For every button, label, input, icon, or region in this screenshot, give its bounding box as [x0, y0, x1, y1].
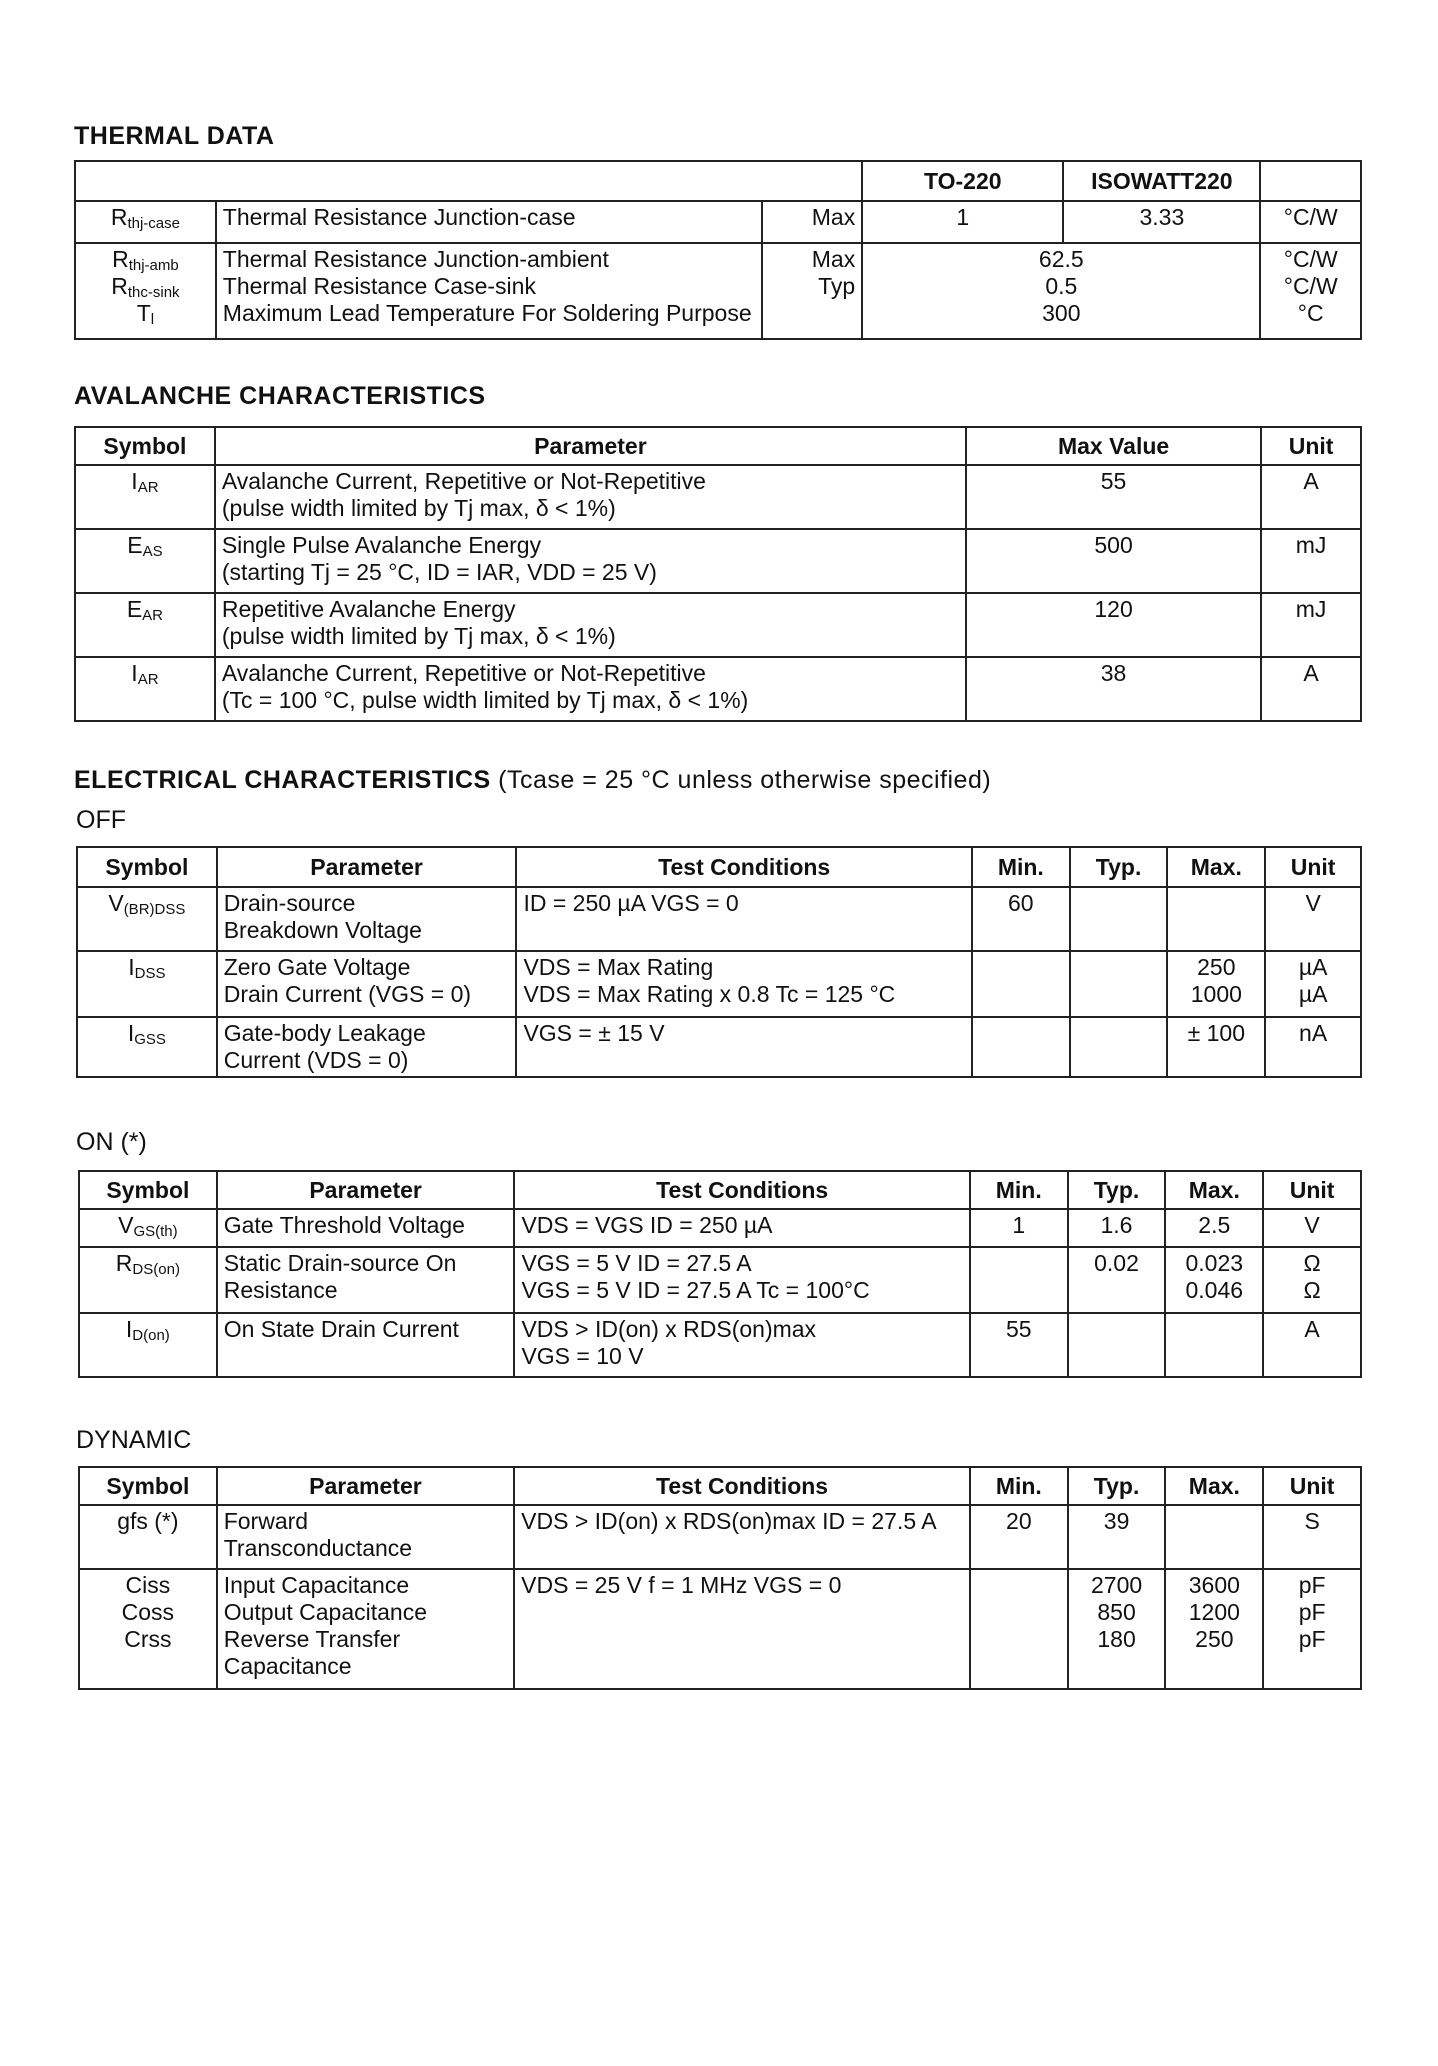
on-unit: Ω Ω [1263, 1247, 1361, 1313]
dynamic-header-test: Test Conditions [514, 1467, 970, 1505]
units-thermal-group: °C/W °C/W °C [1260, 243, 1361, 339]
avalanche-param: Single Pulse Avalanche Energy (starting Tj = 25 °C, ID = IAR, VDD = 25 V) [215, 529, 966, 593]
avalanche-value: 120 [966, 593, 1261, 657]
off-param: Gate-body Leakage Current (VDS = 0) [217, 1017, 517, 1077]
dynamic-header-symbol: Symbol [79, 1467, 217, 1505]
on-typ: 0.02 [1068, 1247, 1166, 1313]
on-symbol: $R_{DS(on)}$ [79, 1247, 217, 1313]
dynamic-param: Forward Transconductance [217, 1505, 514, 1569]
avalanche-header-parameter: Parameter [215, 427, 966, 465]
off-symbol: $V_{(BR)DSS}$ [77, 887, 217, 951]
avalanche-unit: A [1261, 657, 1361, 721]
avalanche-value: 500 [966, 529, 1261, 593]
params-thermal-group: Thermal Resistance Junction-ambient Thermal Resistance Case-sink Maximum Lead Temperature For Soldering Purpose [216, 243, 762, 339]
off-symbol: $I_{DSS}$ [77, 951, 217, 1017]
off-header-max: Max. [1167, 847, 1265, 887]
on-min [970, 1247, 1068, 1313]
dynamic-title: DYNAMIC [76, 1426, 192, 1454]
off-title: OFF [76, 806, 126, 834]
on-param: Static Drain-source On Resistance [217, 1247, 515, 1313]
value-iso-rthj-case: 3.33 [1063, 201, 1260, 243]
avalanche-param: Avalanche Current, Repetitive or Not-Repetitive (Tc = 100 °C, pulse width limited by Tj max, δ < 1%) [215, 657, 966, 721]
dynamic-param: Input Capacitance Output Capacitance Reverse Transfer Capacitance [217, 1569, 514, 1689]
off-test: ID = 250 µA VGS = 0 [516, 887, 972, 951]
dynamic-typ: 39 [1068, 1505, 1166, 1569]
off-header-typ: Typ. [1070, 847, 1168, 887]
on-unit: V [1263, 1209, 1361, 1247]
on-header-test: Test Conditions [514, 1171, 969, 1209]
on-param: On State Drain Current [217, 1313, 515, 1377]
on-unit: A [1263, 1313, 1361, 1377]
off-unit: nA [1265, 1017, 1361, 1077]
avalanche-unit: A [1261, 465, 1361, 529]
unit-rthj-case: °C/W [1260, 201, 1361, 243]
on-header-typ: Typ. [1068, 1171, 1166, 1209]
off-test: VGS = ± 15 V [516, 1017, 972, 1077]
dynamic-typ: 2700 850 180 [1068, 1569, 1166, 1689]
value-to220-rthj-case: 1 [862, 201, 1063, 243]
dynamic-symbol: gfs (*) [79, 1505, 217, 1569]
on-header-unit: Unit [1263, 1171, 1361, 1209]
on-header-max: Max. [1165, 1171, 1263, 1209]
off-param: Drain-source Breakdown Voltage [217, 887, 517, 951]
electrical-title: ELECTRICAL CHARACTERISTICS (Tcase = 25 °C unless otherwise specified) [74, 766, 992, 794]
on-title: ON (*) [76, 1128, 147, 1156]
avalanche-unit: mJ [1261, 593, 1361, 657]
on-symbol: $I_{D(on)}$ [79, 1313, 217, 1377]
on-table [78, 1170, 1362, 1378]
off-param: Zero Gate Voltage Drain Current (VGS = 0) [217, 951, 517, 1017]
off-header-parameter: Parameter [217, 847, 517, 887]
dynamic-table [78, 1466, 1362, 1690]
on-test: VDS = VGS ID = 250 µA [514, 1209, 969, 1247]
on-min: 1 [970, 1209, 1068, 1247]
off-header-symbol: Symbol [77, 847, 217, 887]
dynamic-unit: pF pF pF [1263, 1569, 1361, 1689]
param-rthj-case: Thermal Resistance Junction-case [216, 201, 762, 243]
dynamic-header-typ: Typ. [1068, 1467, 1166, 1505]
thermal-header-isowatt: ISOWATT220 [1063, 161, 1260, 201]
dynamic-min: 20 [970, 1505, 1068, 1569]
off-test: VDS = Max Rating VDS = Max Rating x 0.8 Tc = 125 °C [516, 951, 972, 1017]
off-max: 250 1000 [1167, 951, 1265, 1017]
on-max [1165, 1313, 1263, 1377]
avalanche-symbol: $I_{AR}$ [75, 465, 215, 529]
thermal-title: THERMAL DATA [74, 122, 275, 150]
values-thermal-group: 62.5 0.5 300 [862, 243, 1260, 339]
thermal-table [74, 160, 1362, 340]
dynamic-test: VDS = 25 V f = 1 MHz VGS = 0 [514, 1569, 970, 1689]
thermal-header-to220: TO-220 [862, 161, 1063, 201]
on-header-parameter: Parameter [217, 1171, 515, 1209]
dynamic-max [1165, 1505, 1263, 1569]
avalanche-symbol: $E_{AS}$ [75, 529, 215, 593]
off-header-test: Test Conditions [516, 847, 972, 887]
dynamic-min [970, 1569, 1068, 1689]
cond-rthj-case: Max [762, 201, 863, 243]
avalanche-header-max: Max Value [966, 427, 1261, 465]
off-typ [1070, 951, 1168, 1017]
off-max: ± 100 [1167, 1017, 1265, 1077]
off-symbol: $I_{GSS}$ [77, 1017, 217, 1077]
off-typ [1070, 887, 1168, 951]
off-min [972, 1017, 1070, 1077]
on-header-min: Min. [970, 1171, 1068, 1209]
off-unit: V [1265, 887, 1361, 951]
avalanche-title: AVALANCHE CHARACTERISTICS [74, 382, 486, 410]
electrical-note: (Tcase = 25 °C unless otherwise specified) [498, 766, 992, 794]
off-max [1167, 887, 1265, 951]
off-typ [1070, 1017, 1168, 1077]
symbol-rthj-case: $R_{thj-case}$ [75, 201, 216, 243]
off-unit: µA µA [1265, 951, 1361, 1017]
off-header-unit: Unit [1265, 847, 1361, 887]
on-min: 55 [970, 1313, 1068, 1377]
avalanche-unit: mJ [1261, 529, 1361, 593]
avalanche-table [74, 426, 1362, 722]
avalanche-symbol: $I_{AR}$ [75, 657, 215, 721]
avalanche-header-symbol: Symbol [75, 427, 215, 465]
on-max: 0.023 0.046 [1165, 1247, 1263, 1313]
avalanche-symbol: $E_{AR}$ [75, 593, 215, 657]
avalanche-param: Repetitive Avalanche Energy (pulse width limited by Tj max, δ < 1%) [215, 593, 966, 657]
dynamic-header-min: Min. [970, 1467, 1068, 1505]
avalanche-value: 55 [966, 465, 1261, 529]
on-param: Gate Threshold Voltage [217, 1209, 515, 1247]
on-test: VGS = 5 V ID = 27.5 A VGS = 5 V ID = 27.5 A Tc = 100°C [514, 1247, 969, 1313]
off-min: 60 [972, 887, 1070, 951]
avalanche-header-unit: Unit [1261, 427, 1361, 465]
dynamic-unit: S [1263, 1505, 1361, 1569]
avalanche-param: Avalanche Current, Repetitive or Not-Repetitive (pulse width limited by Tj max, δ < 1%) [215, 465, 966, 529]
avalanche-value: 38 [966, 657, 1261, 721]
symbols-thermal-group: $R_{thj-amb}$ $R_{thc-sink}$ $T_l$ [75, 243, 216, 339]
dynamic-max: 3600 1200 250 [1165, 1569, 1263, 1689]
on-test: VDS > ID(on) x RDS(on)max VGS = 10 V [514, 1313, 969, 1377]
dynamic-header-unit: Unit [1263, 1467, 1361, 1505]
dynamic-test: VDS > ID(on) x RDS(on)max ID = 27.5 A [514, 1505, 970, 1569]
conds-thermal-group: Max Typ [762, 243, 863, 339]
on-typ: 1.6 [1068, 1209, 1166, 1247]
off-table [76, 846, 1362, 1078]
on-max: 2.5 [1165, 1209, 1263, 1247]
on-header-symbol: Symbol [79, 1171, 217, 1209]
off-min [972, 951, 1070, 1017]
on-symbol: $V_{GS(th)}$ [79, 1209, 217, 1247]
dynamic-header-max: Max. [1165, 1467, 1263, 1505]
on-typ [1068, 1313, 1166, 1377]
dynamic-header-parameter: Parameter [217, 1467, 514, 1505]
off-header-min: Min. [972, 847, 1070, 887]
dynamic-symbol: Ciss Coss Crss [79, 1569, 217, 1689]
